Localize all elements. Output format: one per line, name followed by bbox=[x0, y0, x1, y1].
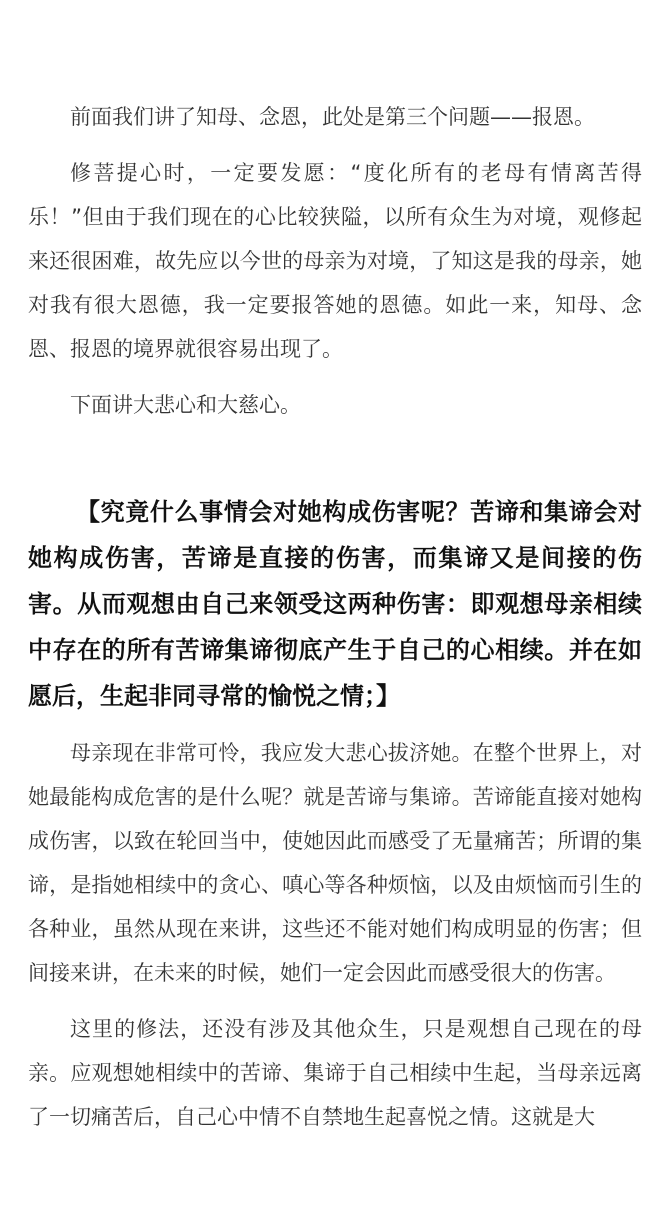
document-page bbox=[28, 95, 642, 1139]
paragraph-bodhicitta-vow: 修菩提心时，一定要发愿：“度化所有的老母有情离苦得乐！”但由于我们现在的心比较狭隘，以所有众生为对境，观修起来还很困难，故先应以今世的母亲为对境，了知这是我的母亲，她对我有很大恩德，我一定要报答她的恩德。如此一来，知母、念恩、报恩的境界就很容易出现了。 bbox=[28, 161, 642, 361]
paragraph-commentary-suffering: 母亲现在非常可怜，我应发大悲心拔济她。在整个世界上，对她最能构成危害的是什么呢？就是苦谛与集谛。苦谛能直接对她构成伤害，以致在轮回当中，使她因此而感受了无量痛苦；所谓的集谛，是指她相续中的贪心、嗔心等各种烦恼，以及由烦恼而引生的各种业，虽然从现在来讲，这些还不能对她们构成明显的伤害；但间接来讲，在未来的时候，她们一定会因此而感受很大的伤害。 bbox=[28, 741, 642, 985]
paragraph-commentary-practice: 这里的修法，还没有涉及其他众生，只是观想自己现在的母亲。应观想她相续中的苦谛、集谛于自己相续中生起，当母亲远离了一切痛苦后，自己心中情不自禁地生起喜悦之情。这就是大 bbox=[28, 1017, 642, 1129]
paragraph-recap: 前面我们讲了知母、念恩，此处是第三个问题——报恩。 bbox=[70, 105, 595, 129]
root-text-quote: 【究竟什么事情会对她构成伤害呢？苦谛和集谛会对她构成伤害，苦谛是直接的伤害，而集谛又是间接的伤害。从而观想由自己来领受这两种伤害：即观想母亲相续中存在的所有苦谛集谛彻底产生于自己的心相续。并在如愿后，生起非同寻常的愉悦之情；】 bbox=[28, 497, 642, 710]
paragraph-next-topic: 下面讲大悲心和大慈心。 bbox=[70, 393, 301, 417]
